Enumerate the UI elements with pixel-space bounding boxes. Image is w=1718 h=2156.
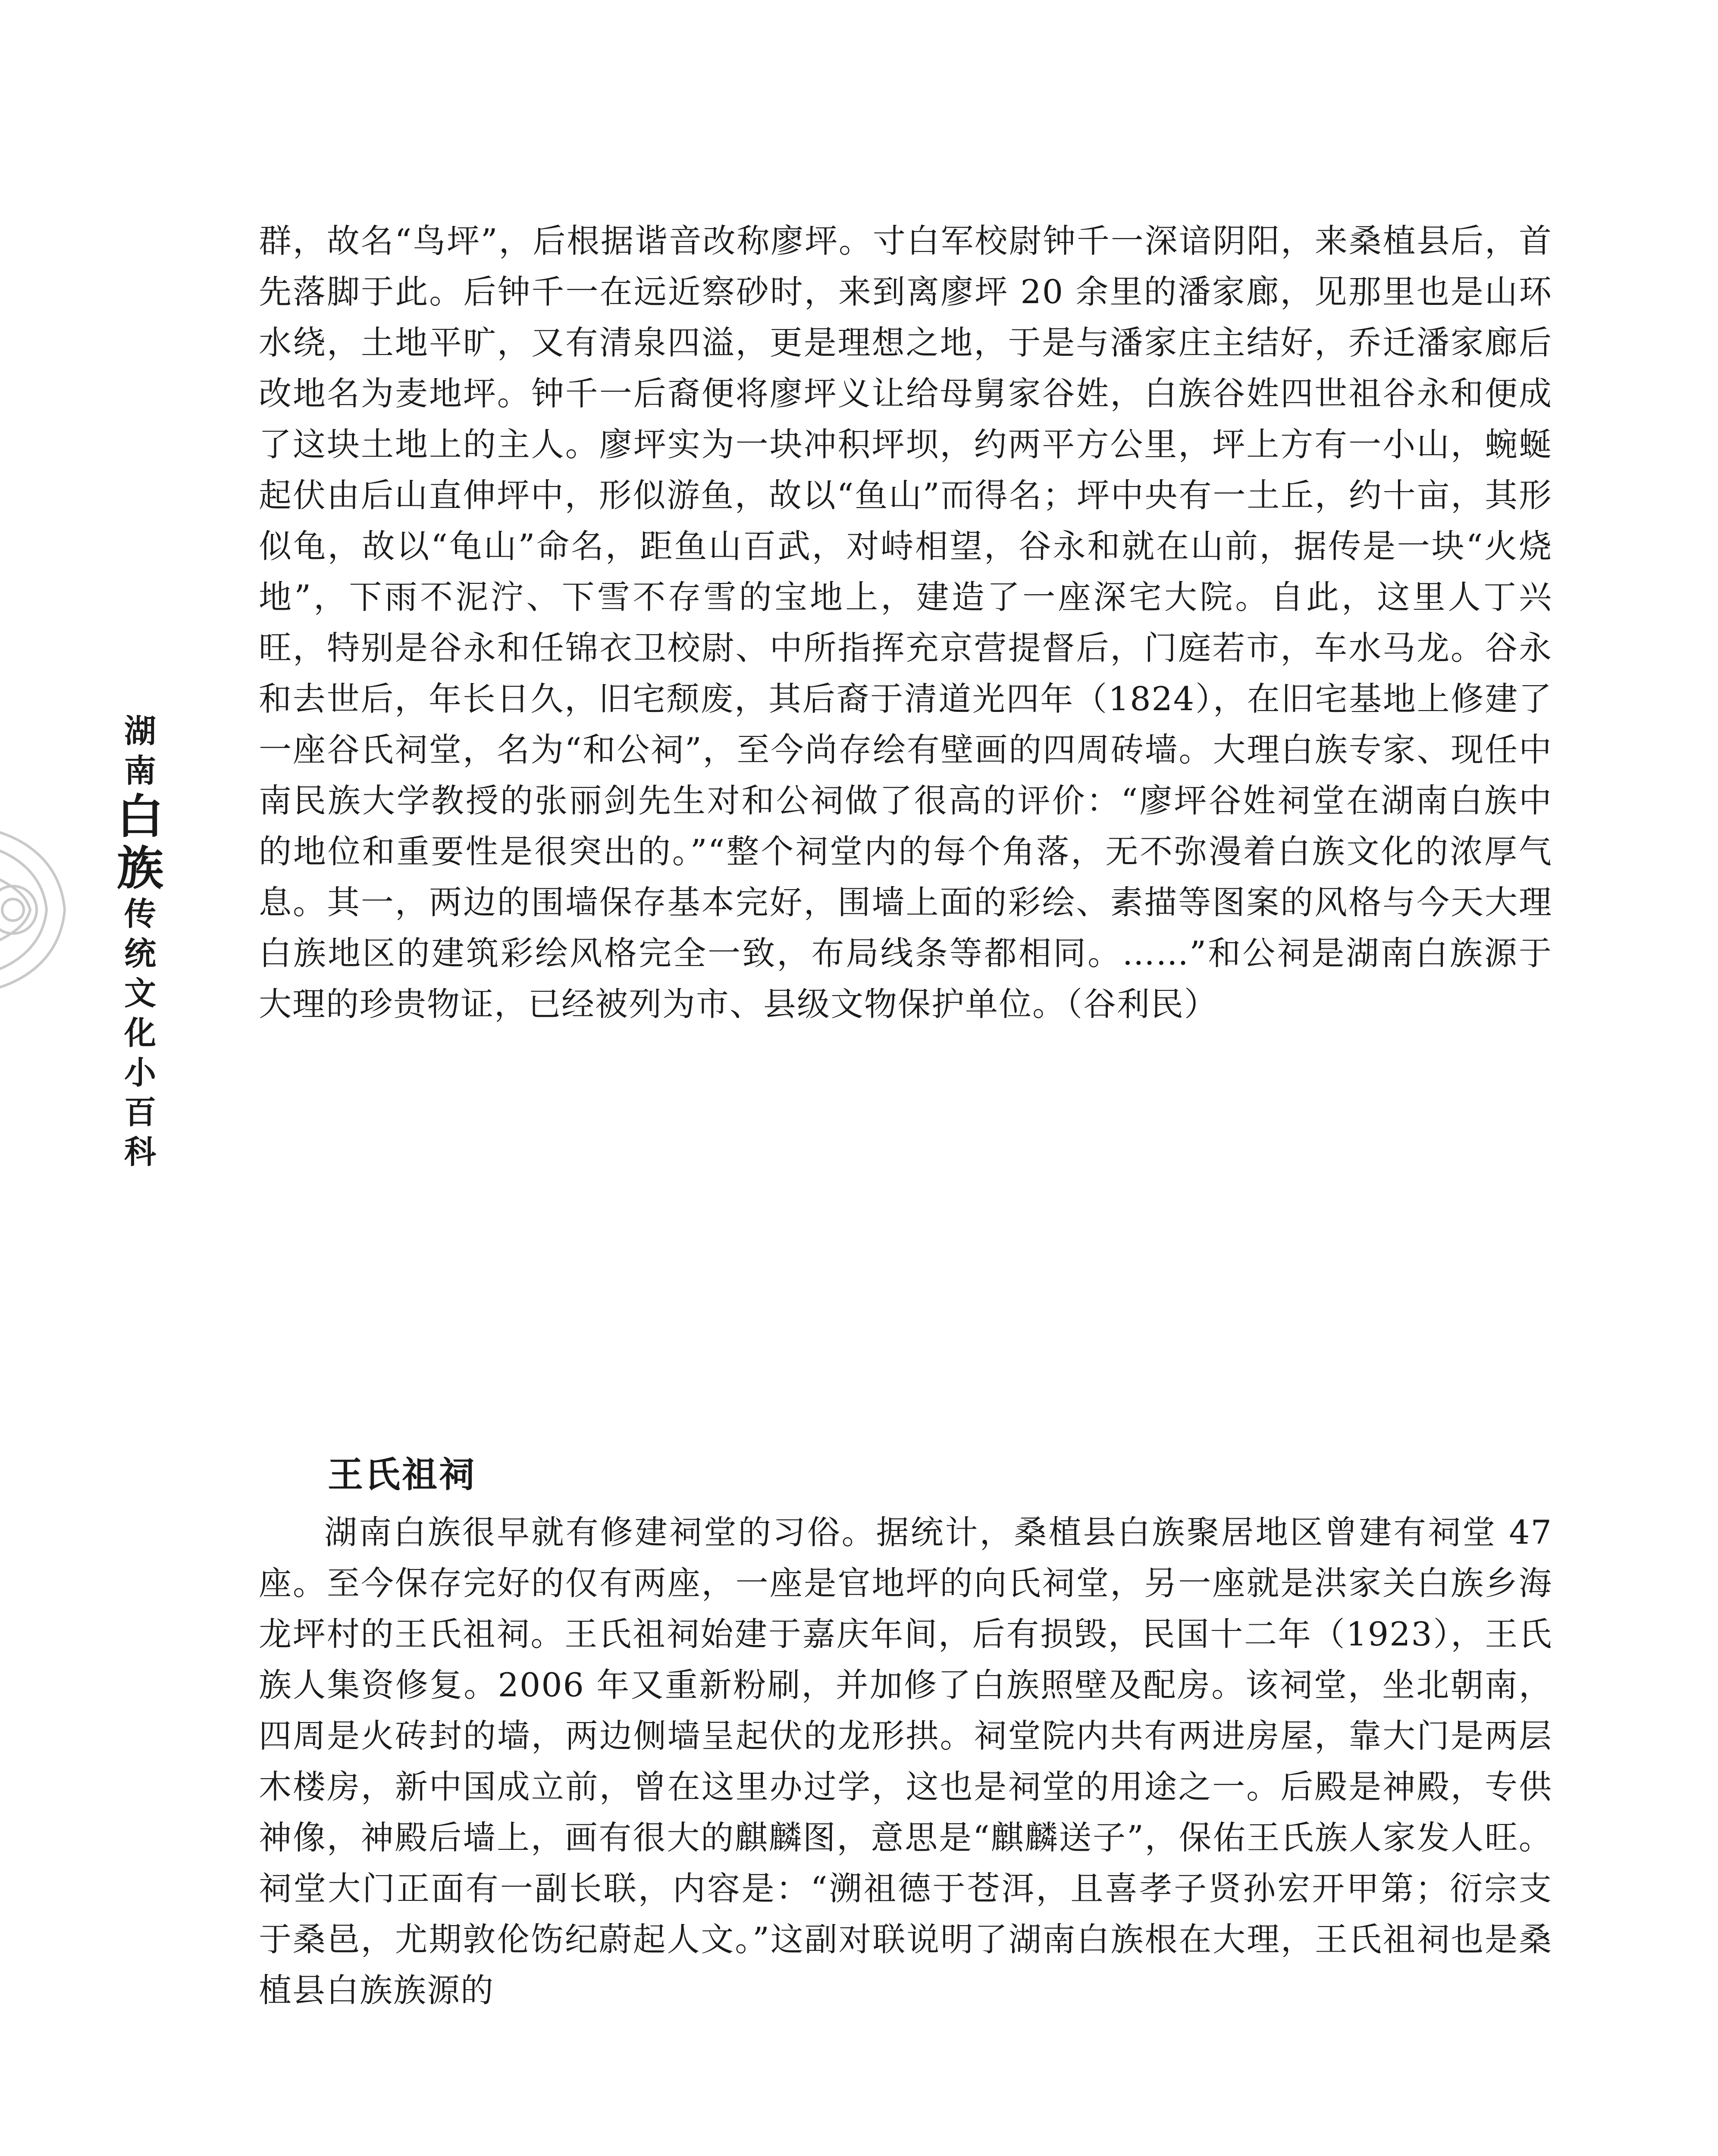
side-title-char: 南 [124, 752, 156, 790]
side-title-char: 湖 [124, 713, 156, 750]
side-title-char: 化 [124, 1015, 156, 1052]
side-title-char: 族 [116, 841, 163, 896]
side-title-char: 百 [124, 1094, 156, 1131]
side-title-char: 传 [124, 896, 156, 933]
side-title-char: 科 [124, 1134, 156, 1171]
side-title-char: 文 [124, 975, 156, 1012]
side-title-char: 统 [124, 935, 156, 972]
side-title-char: 白 [116, 790, 163, 844]
body-text-section-2 [259, 1507, 1552, 2016]
side-title-char: 小 [124, 1054, 156, 1091]
decorative-ornament [0, 811, 86, 1009]
body-paragraph: 湖南白族很早就有修建祠堂的习俗。据统计，桑植县白族聚居地区曾建有祠堂 47 座。至今保存完好的仅有两座，一座是官地坪的向氏祠堂，另一座就是洪家关白族乡海龙坪村的王氏祖祠。王氏祖祠始建于嘉庆年间，后有损毁，民国十二年（1923），王氏族人集资修复。2006 年又重新粉刷，并加修了白族照壁及配房。该祠堂，坐北朝南，四周是火砖封的墙，两边侧墙呈起伏的龙形拱。祠堂院内共有两进房屋，靠大门是两层木楼房，新中国成立前，曾在这里办过学，这也是祠堂的用途之一。后殿是神殿，专供神像，神殿后墙上，画有很大的麒麟图，意思是“麒麟送子”，保佑王氏族人家发人旺。祠堂大门正面有一副长联，内容是：“溯祖德于苍洱，且喜孝子贤孙宏开甲第；衍宗支于桑邑，尤期敦伦饬纪蔚起人文。”这副对联说明了湖南白族根在大理，王氏祖祠也是桑植县白族族源的 [259, 1513, 1552, 2009]
section-heading: 王氏祖祠 [328, 1454, 477, 1495]
side-book-title [110, 711, 170, 1172]
body-text-section-1 [259, 216, 1552, 1030]
body-paragraph: 群，故名“鸟坪”，后根据谐音改称廖坪。寸白军校尉钟千一深谙阴阳，来桑植县后，首先落脚于此。后钟千一在远近察砂时，来到离廖坪 20 余里的潘家廊，见那里也是山环水绕，土地平旷，又有清泉四溢，更是理想之地，于是与潘家庄主结好，乔迁潘家廊后改地名为麦地坪。钟千一后裔便将廖坪义让给母舅家谷姓，白族谷姓四世祖谷永和便成了这块土地上的主人。廖坪实为一块冲积坪坝，约两平方公里，坪上方有一小山，蜿蜒起伏由后山直伸坪中，形似游鱼，故以“鱼山”而得名；坪中央有一土丘，约十亩，其形似龟，故以“龟山”命名，距鱼山百武，对峙相望，谷永和就在山前，据传是一块“火烧地”，下雨不泥泞、下雪不存雪的宝地上，建造了一座深宅大院。自此，这里人丁兴旺，特别是谷永和任锦衣卫校尉、中所指挥充京营提督后，门庭若市，车水马龙。谷永和去世后，年长日久，旧宅颓废，其后裔于清道光四年（1824），在旧宅基地上修建了一座谷氏祠堂，名为“和公祠”，至今尚存绘有壁画的四周砖墙。大理白族专家、现任中南民族大学教授的张丽剑先生对和公祠做了很高的评价：“廖坪谷姓祠堂在湖南白族中的地位和重要性是很突出的。”“整个祠堂内的每个角落，无不弥漫着白族文化的浓厚气息。其一，两边的围墙保存基本完好，围墙上面的彩绘、素描等图案的风格与今天大理白族地区的建筑彩绘风格完全一致，布局线条等都相同。……”和公祠是湖南白族源于大理的珍贵物证，已经被列为市、县级文物保护单位。（谷利民） [259, 222, 1552, 1023]
